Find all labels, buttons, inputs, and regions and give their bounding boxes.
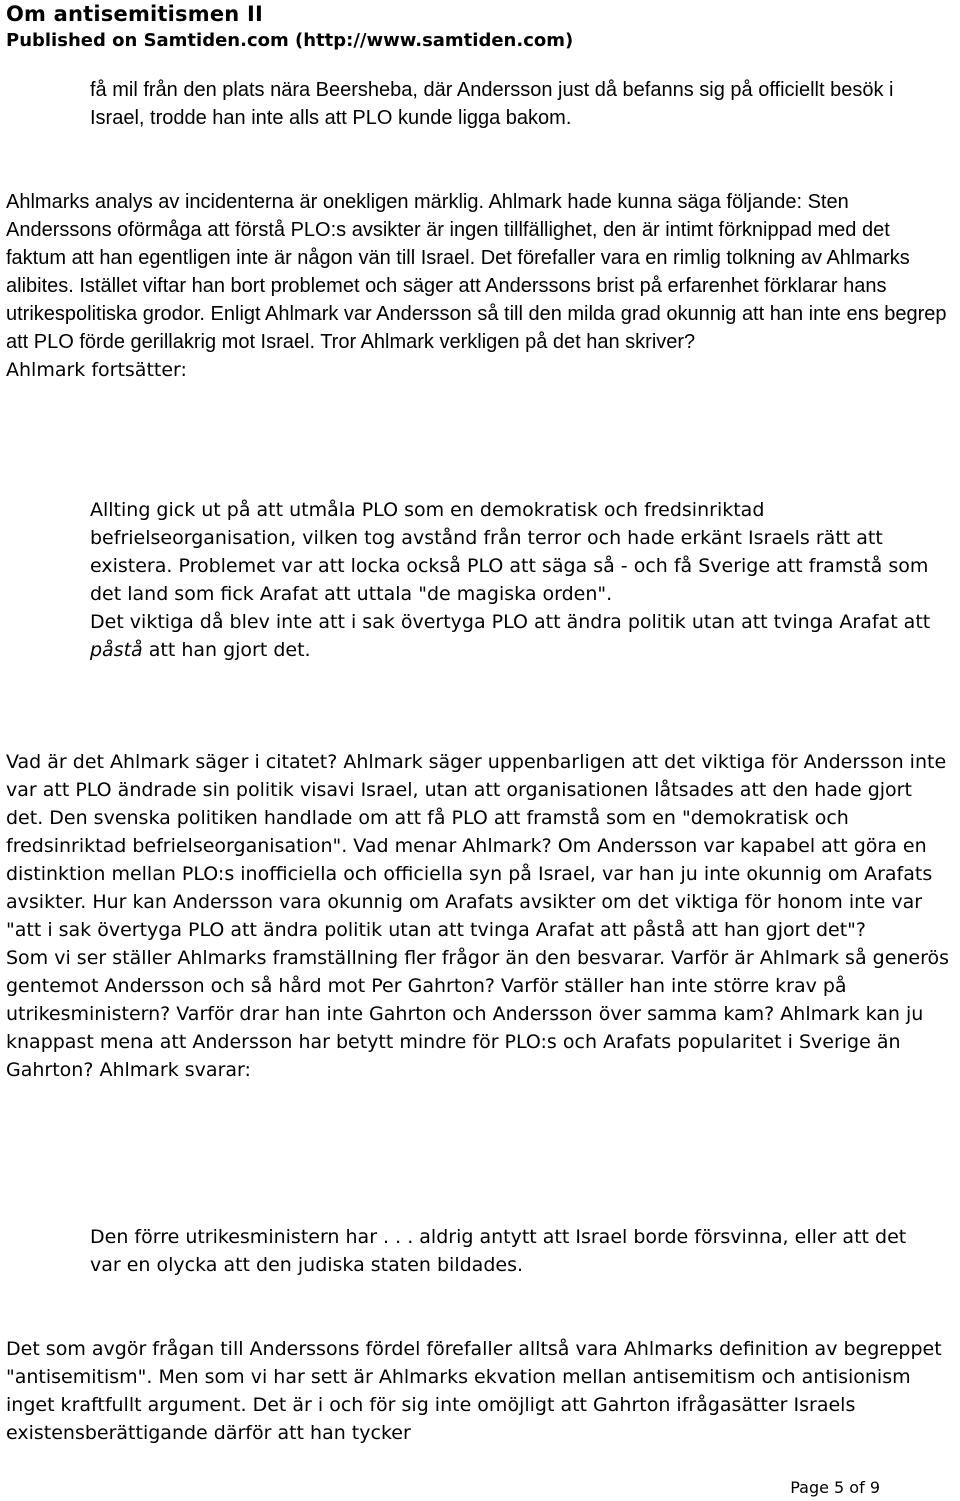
quote-text-before: Det viktiga då blev inte att i sak övertyga PLO att ändra politik utan att tvinga Arafat att — [90, 611, 931, 633]
quote-text: Den förre utrikesministern har . . . aldrig antytt att Israel borde försvinna, eller att det var en olycka att den judiska staten bildades. — [90, 1226, 907, 1276]
quote-text: få mil från den plats nära Beersheba, där Andersson just då befanns sig på officiellt besök i Israel, trodde han inte alls att PLO kunde ligga bakom. — [90, 79, 894, 129]
paragraph-text: Ahlmarks analys av incidenterna är onekligen märklig. Ahlmark hade kunna säga följande: Sten Anderssons oförmåga att förstå PLO:s avsikter är ingen tillfällighet, den är intimt förknippad med det faktum att han egentligen inte är någon vän till Israel. Det förefaller vara en rimlig tolkning av Ahlmarks alibites. Istället viftar han bort problemet och säger att Anderssons brist på erfarenhet förklarar hans utrikespolitiska grodor. Enligt Ahlmark var Andersson så till den milda grad okunnig att han inte ens begrep att PLO förde gerillakrig mot Israel. Tror Ahlmark verkligen på det han skriver? — [6, 191, 947, 353]
quote-text-2 — [90, 608, 940, 664]
quote-emphasis: påstå — [90, 639, 143, 661]
quote-block-2 — [90, 496, 940, 664]
quote-text-after: att han gjort det. — [142, 639, 311, 661]
paragraph-text: Vad är det Ahlmark säger i citatet? Ahlmark säger uppenbarligen att det viktiga för Andersson inte var att PLO ändrade sin politik visavi Israel, utan att organisationen låtsades att den hade gjort det. Den svenska politiken handlade om att få PLO att framstå som en "demokratisk och fredsinriktad befrielseorganisation". Vad menar Ahlmark? Om Andersson var kapabel att göra en distinktion mellan PLO:s inofficiella och officiella syn på Israel, var han ju inte okunnig om Arafats avsikter. Hur kan Andersson vara okunnig om Arafats avsikter om det viktiga för honom inte var "att i sak övertyga PLO att ändra politik utan att tvinga Arafat att påstå att han gjort det"? — [6, 751, 947, 941]
quote-text: Allting gick ut på att utmåla PLO som en demokratisk och fredsinriktad befrielseorganisation, vilken tog avstånd från terror och hade erkänt Israels rätt att existera. Problemet var att locka också PLO att säga så - och få Sverige att framstå som det land som fick Arafat att uttala "de magiska orden". — [90, 499, 929, 605]
paragraph-3 — [6, 1335, 950, 1447]
site-title: Om antisemitismen II — [6, 2, 263, 26]
paragraph-text-2: Som vi ser ställer Ahlmarks framställning fler frågor än den besvarar. Varför är Ahlmark så generös gentemot Andersson och så hård mot Per Gahrton? Varför ställer han inte större krav på utrikesministern? Varför drar han inte Gahrton och Andersson över samma kam? Ahlmark kan ju knappast mena att Andersson har betytt mindre för PLO:s och Arafats popularitet i Sverige än Gahrton? Ahlmark svarar: — [6, 947, 950, 1081]
quote-block-1 — [90, 76, 940, 132]
quote-block-3 — [90, 1223, 940, 1279]
page-header — [6, 0, 573, 54]
published-line: Published on Samtiden.com (http://www.samtiden.com) — [6, 30, 574, 51]
paragraph-continuation: Ahlmark fortsätter: — [6, 359, 187, 381]
paragraph-1 — [6, 188, 950, 384]
page-number: Page 5 of 9 — [790, 1478, 880, 1497]
paragraph-2 — [6, 748, 950, 1084]
paragraph-text: Det som avgör frågan till Anderssons fördel förefaller alltså vara Ahlmarks definition av begreppet "antisemitism". Men som vi har sett är Ahlmarks ekvation mellan antisemitism och antisionism inget kraftfullt argument. Det är i och för sig inte omöjligt att Gahrton ifrågasätter Israels existensberättigande därför att han tycker — [6, 1338, 942, 1444]
